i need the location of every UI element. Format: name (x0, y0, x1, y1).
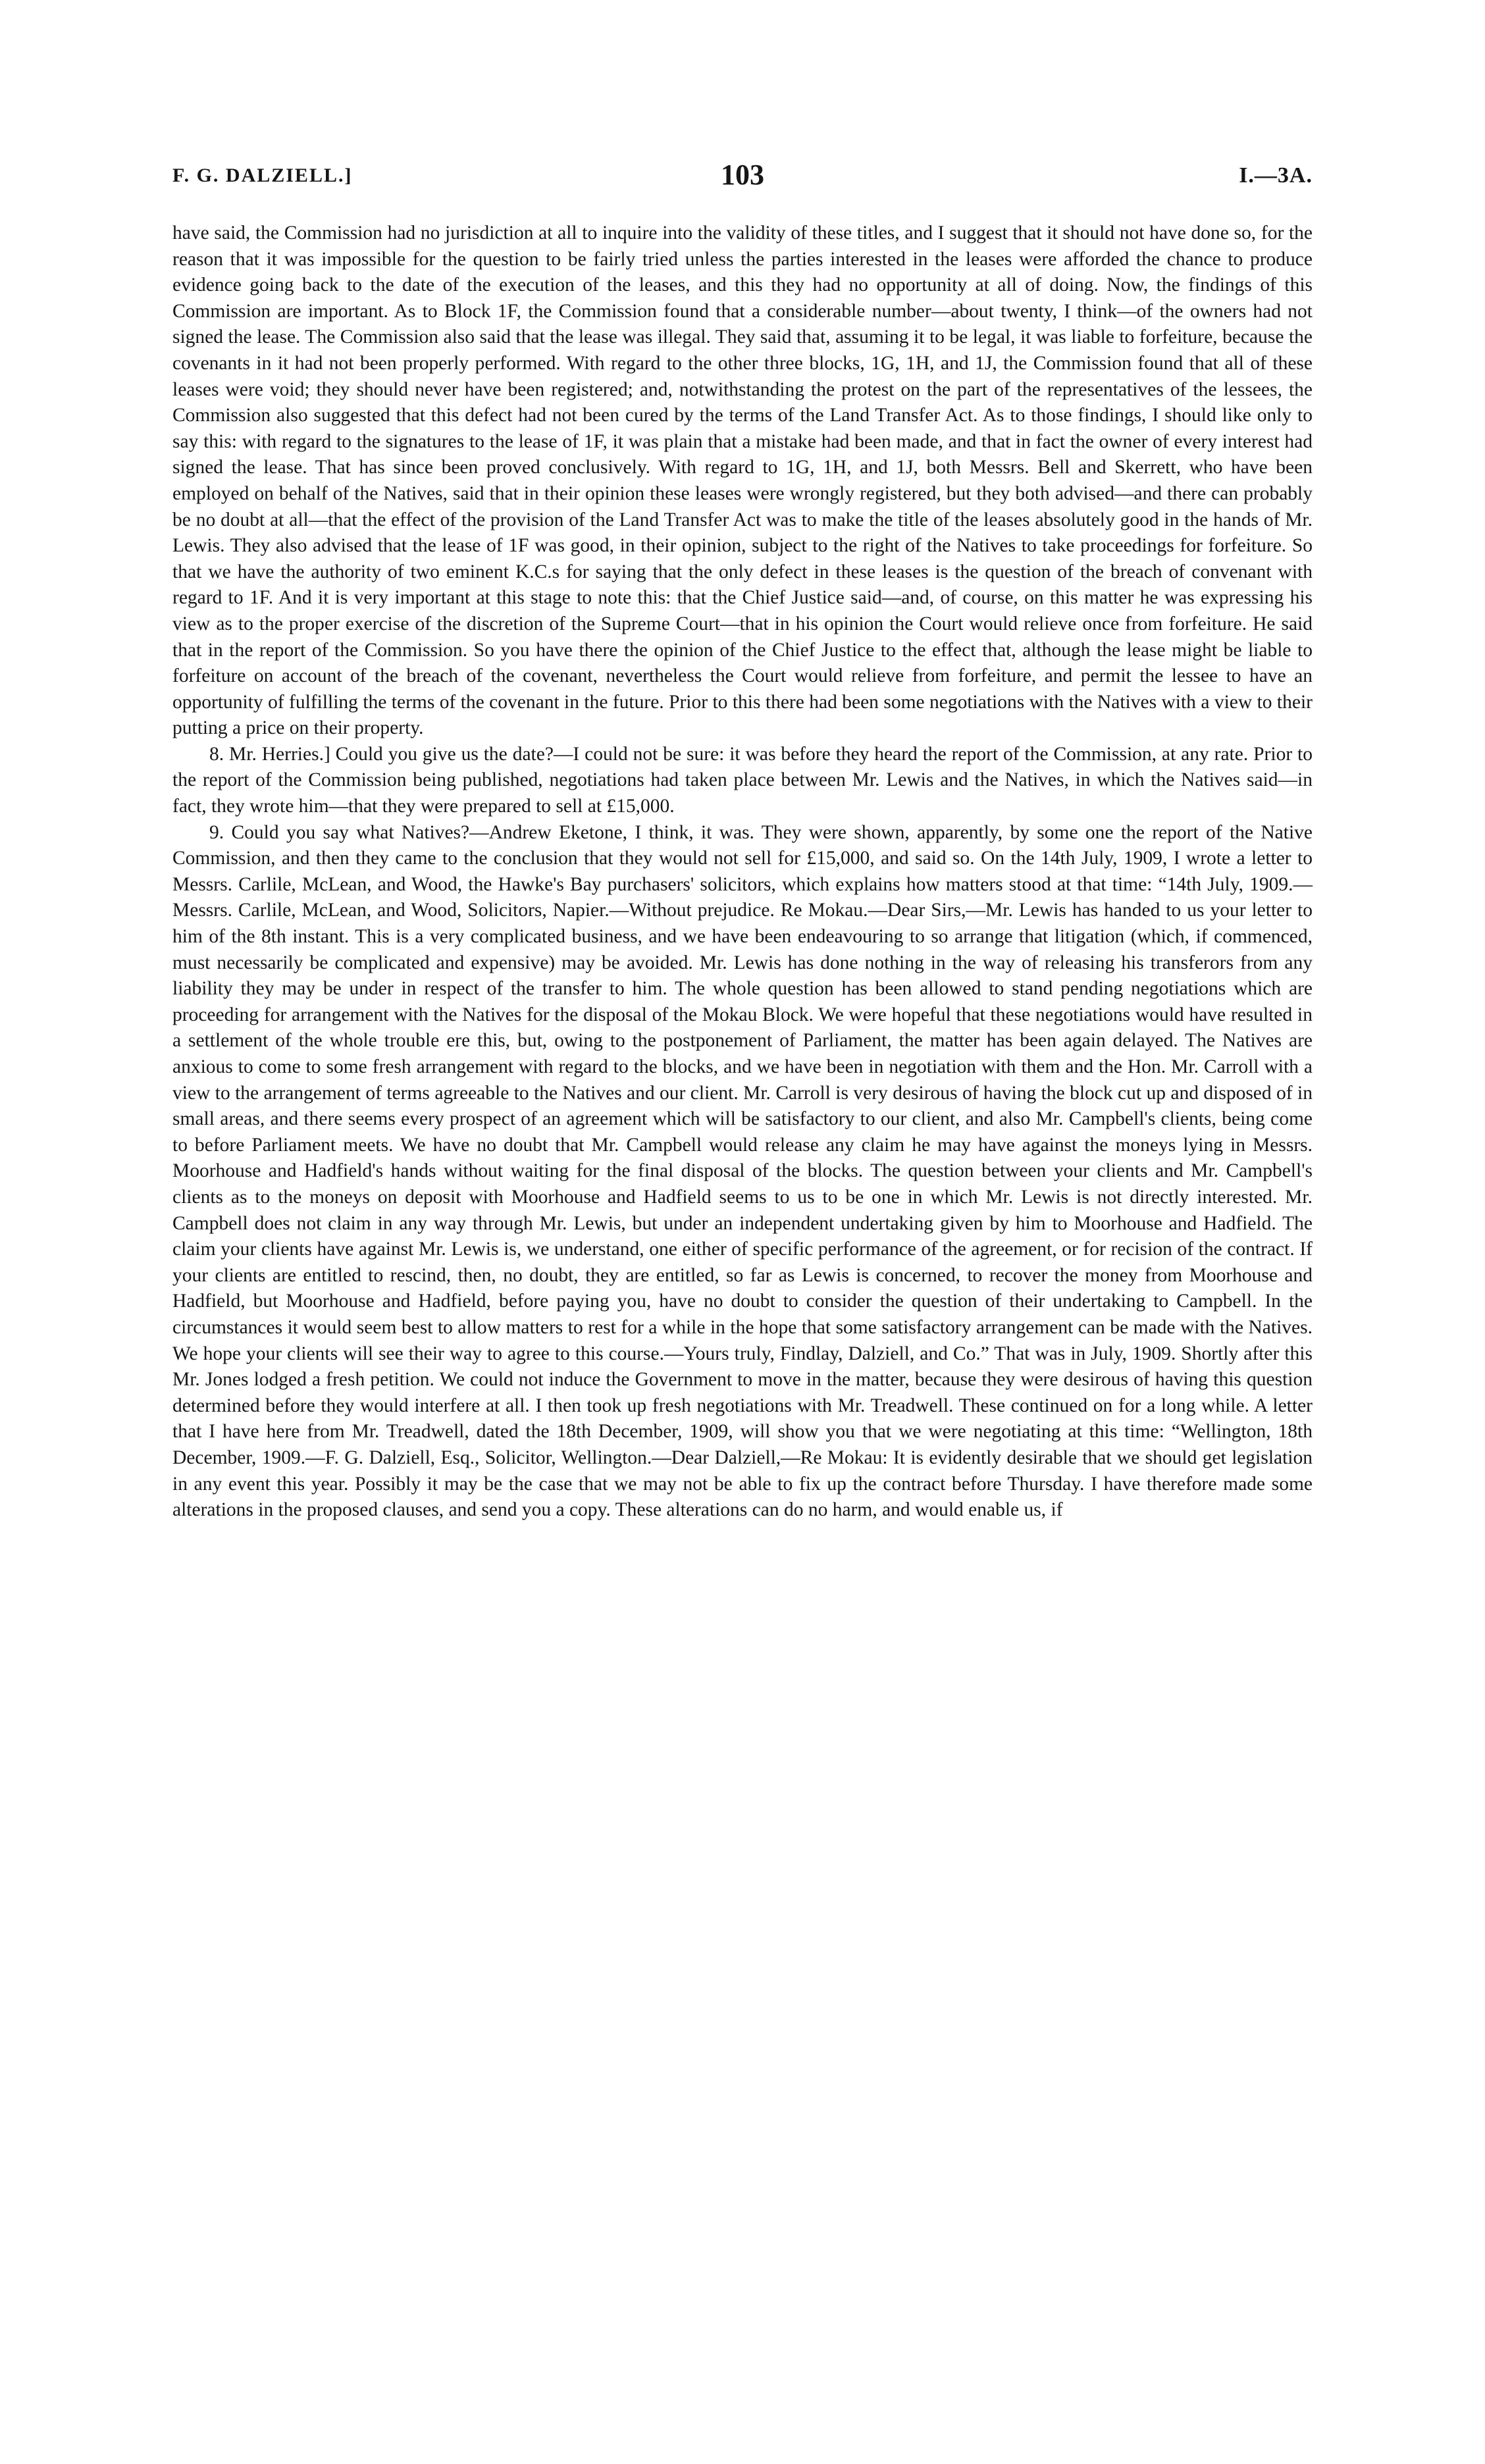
page-body (172, 220, 1313, 1524)
paragraph-continued: have said, the Commission had no jurisdiction at all to inquire into the validity of these titles, and I suggest that it should not have done so, for the reason that it was impossible for the question to be fairly tried unless the parties interested in the leases were afforded the chance to produce evidence going back to the date of the execution of the leases, and this they had no opportunity at all of doing. Now, the findings of this Commission are important. As to Block 1F, the Commission found that a considerable number—about twenty, I think—of the owners had not signed the lease. The Commission also said that the lease was illegal. They said that, assuming it to be legal, it was liable to forfeiture, because the covenants in it had not been properly performed. With regard to the other three blocks, 1G, 1H, and 1J, the Commission found that all of these leases were void; they should never have been registered; and, notwithstanding the protest on the part of the representatives of the lessees, the Commission also suggested that this defect had not been cured by the terms of the Land Transfer Act. As to those findings, I should like only to say this: with regard to the signatures to the lease of 1F, it was plain that a mistake had been made, and that in fact the owner of every interest had signed the lease. That has since been proved conclusively. With regard to 1G, 1H, and 1J, both Messrs. Bell and Skerrett, who have been employed on behalf of the Natives, said that in their opinion these leases were wrongly registered, but they both advised—and there can probably be no doubt at all—that the effect of the provision of the Land Transfer Act was to make the title of the leases absolutely good in the hands of Mr. Lewis. They also advised that the lease of 1F was good, in their opinion, subject to the right of the Natives to take proceedings for forfeiture. So that we have the authority of two eminent K.C.s for saying that the only defect in these leases is the question of the breach of convenant with regard to 1F. And it is very important at this stage to note this: that the Chief Justice said—and, of course, on this matter he was expressing his view as to the proper exercise of the discretion of the Supreme Court—that in his opinion the Court would relieve once from forfeiture. He said that in the report of the Commission. So you have there the opinion of the Chief Justice to the effect that, although the lease might be liable to forfeiture on account of the breach of the covenant, nevertheless the Court would relieve from forfeiture, and permit the lessee to have an opportunity of fulfilling the terms of the covenant in the future. Prior to this there had been some negotiations with the Natives with a view to their putting a price on their property. (172, 222, 1313, 739)
page-number: 103 (721, 159, 764, 191)
page-header (172, 158, 1313, 197)
paragraph-question-8: 8. Mr. Herries.] Could you give us the date?—I could not be sure: it was before they heard the report of the Commission, at any rate. Prior to the report of the Commission being published, negotiations had taken place between Mr. Lewis and the Natives, in which the Natives said—in fact, they wrote him—that they were prepared to sell at £15,000. (172, 743, 1313, 817)
header-paper-reference: I.—3A. (1239, 163, 1313, 188)
header-witness-name: F. G. DALZIELL.] (172, 165, 353, 186)
paragraph-question-9: 9. Could you say what Natives?—Andrew Eketone, I think, it was. They were shown, apparently, by some one the report of the Native Commission, and then they came to the conclusion that they would not sell for £15,000, and said so. On the 14th July, 1909, I wrote a letter to Messrs. Carlile, McLean, and Wood, the Hawke's Bay purchasers' solicitors, which explains how matters stood at that time: “14th July, 1909.—Messrs. Carlile, McLean, and Wood, Solicitors, Napier.—Without prejudice. Re Mokau.—Dear Sirs,—Mr. Lewis has handed to us your letter to him of the 8th instant. This is a very complicated business, and we have been endeavouring to so arrange that litigation (which, if commenced, must necessarily be complicated and expensive) may be avoided. Mr. Lewis has done nothing in the way of releasing his transferors from any liability they may be under in respect of the transfer to him. The whole question has been allowed to stand pending negotiations which are proceeding for arrangement with the Natives for the disposal of the Mokau Block. We were hopeful that these negotiations would have resulted in a settlement of the whole trouble ere this, but, owing to the postponement of Parliament, the matter has been again delayed. The Natives are anxious to come to some fresh arrangement with regard to the blocks, and we have been in negotiation with them and the Hon. Mr. Carroll with a view to the arrangement of terms agreeable to the Natives and our client. Mr. Carroll is very desirous of having the block cut up and disposed of in small areas, and there seems every prospect of an agreement which will be satisfactory to our client, and also Mr. Campbell's clients, being come to before Parliament meets. We have no doubt that Mr. Campbell would release any claim he may have against the moneys lying in Messrs. Moorhouse and Hadfield's hands without waiting for the final disposal of the blocks. The question between your clients and Mr. Campbell's clients as to the moneys on deposit with Moorhouse and Hadfield seems to us to be one in which Mr. Lewis is not directly interested. Mr. Campbell does not claim in any way through Mr. Lewis, but under an independent undertaking given by him to Moorhouse and Hadfield. The claim your clients have against Mr. Lewis is, we understand, one either of specific performance of the agreement, or for recision of the contract. If your clients are entitled to rescind, then, no doubt, they are entitled, so far as Lewis is concerned, to recover the money from Moorhouse and Hadfield, but Moorhouse and Hadfield, before paying you, have no doubt to consider the question of their undertaking to Campbell. In the circumstances it would seem best to allow matters to rest for a while in the hope that some satisfactory arrangement can be made with the Natives. We hope your clients will see their way to agree to this course.—Yours truly, Findlay, Dalziell, and Co.” That was in July, 1909. Shortly after this Mr. Jones lodged a fresh petition. We could not induce the Government to move in the matter, because they were desirous of having this question determined before they would interfere at all. I then took up fresh negotiations with Mr. Treadwell. These continued on for a long while. A letter that I have here from Mr. Treadwell, dated the 18th December, 1909, will show you that we were negotiating at this time: “Wellington, 18th December, 1909.—F. G. Dalziell, Esq., Solicitor, Wellington.—Dear Dalziell,—Re Mokau: It is evidently desirable that we should get legislation in any event this year. Possibly it may be the case that we may not be able to fix up the contract before Thursday. I have therefore made some alterations in the proposed clauses, and send you a copy. These alterations can do no harm, and would enable us, if (172, 821, 1313, 1521)
